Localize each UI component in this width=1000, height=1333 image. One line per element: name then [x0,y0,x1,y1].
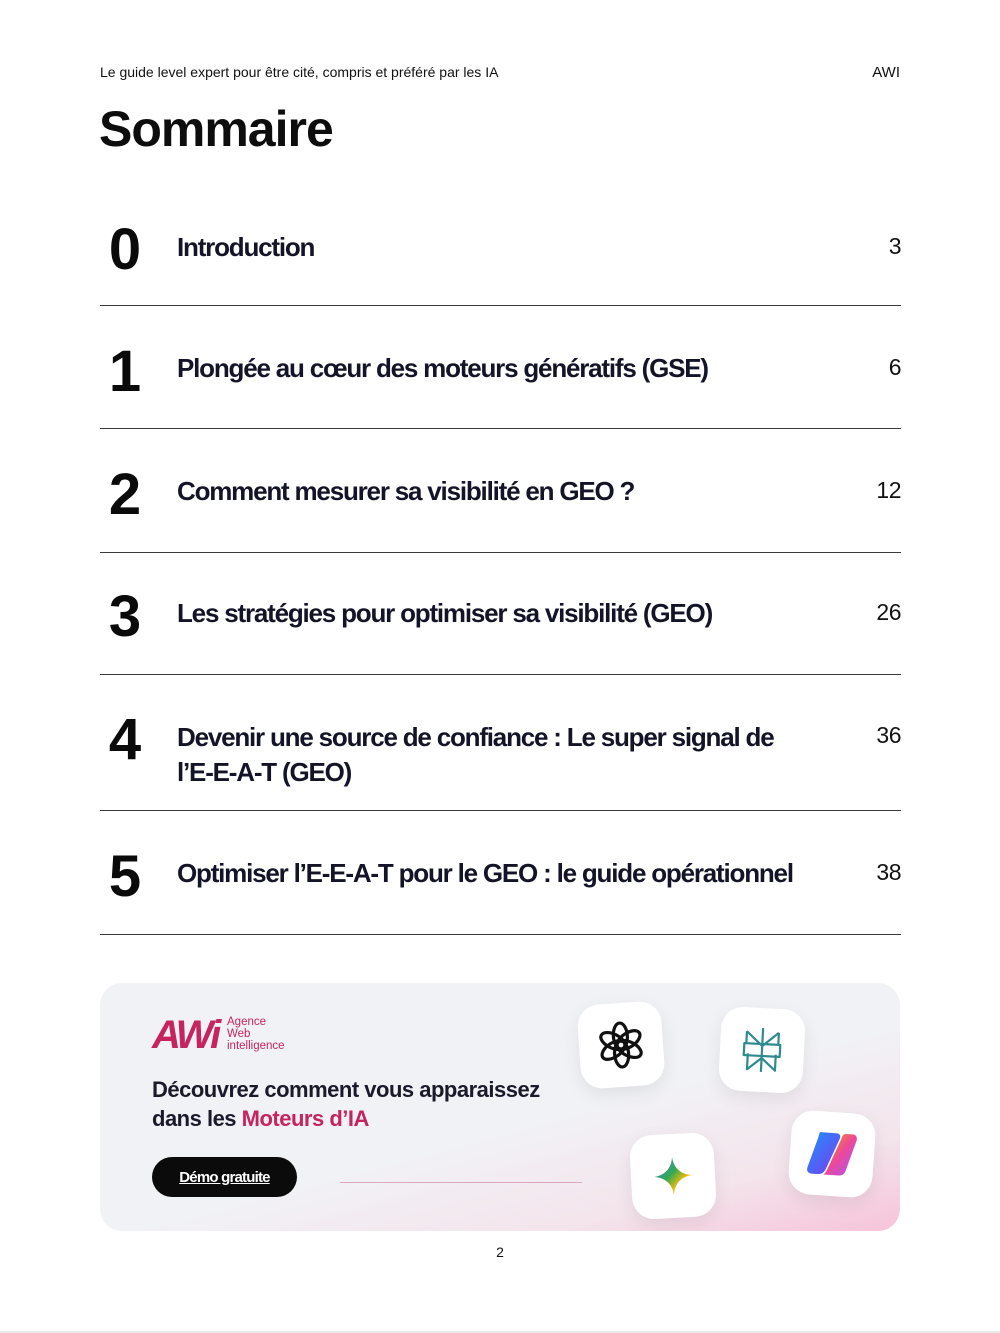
toc-entry-chapter-2[interactable] [100,429,901,553]
promo-headline [152,1075,592,1133]
copilot-icon [803,1127,860,1181]
awi-logo [152,1015,312,1055]
logo-line: Web [227,1028,251,1040]
chapter-page: 38 [876,859,901,885]
logo-wordmark [227,1016,285,1052]
promo-headline-main: Découvrez comment vous apparaissez dans les [152,1077,540,1131]
chapter-number: 2 [108,462,142,527]
toc-entry-chapter-5[interactable] [100,811,901,935]
logo-line: intelligence [227,1040,285,1052]
promo-banner [100,983,900,1231]
promo-headline-accent: Moteurs d’IA [241,1106,369,1131]
document-subtitle: Le guide level expert pour être cité, compris et préféré par les IA [100,64,499,80]
toc-entry-introduction[interactable] [100,185,901,306]
chapter-page: 12 [876,477,901,503]
chapter-title: Devenir une source de confiance : Le super signal de l’E-E-A-T (GEO) [177,722,774,787]
chapter-page: 6 [888,354,901,380]
chatgpt-icon [593,1017,649,1073]
chapter-number: 1 [108,339,142,404]
chapter-title: Comment mesurer sa visibilité en GEO ? [177,476,635,506]
chapter-title: Introduction [177,232,315,262]
chapter-number: 0 [108,217,142,282]
logo-mark: AWi [152,1013,219,1057]
perplexity-tile [718,1006,806,1094]
perplexity-icon [737,1023,788,1077]
page-title: Sommaire [99,101,333,157]
chapter-title: Optimiser l’E-E-A-T pour le GEO : le guide opérationnel [177,858,793,888]
toc-entry-chapter-4[interactable] [100,675,901,811]
chapter-page: 3 [888,233,901,259]
chapter-number: 4 [108,707,142,772]
chapter-title: Plongée au cœur des moteurs génératifs (GSE) [177,353,708,383]
gemini-icon [650,1153,696,1199]
chapter-number: 5 [108,844,142,909]
copilot-tile [787,1109,877,1199]
table-of-contents [100,185,901,935]
gemini-tile [629,1132,717,1220]
logo-line: Agence [227,1016,267,1028]
chapter-page: 36 [876,722,901,748]
toc-entry-chapter-3[interactable] [100,553,901,675]
chapter-title: Les stratégies pour optimiser sa visibilité (GEO) [177,598,713,628]
brand-name: AWI [872,64,900,81]
page-number: 2 [496,1244,504,1260]
demo-button[interactable]: Démo gratuite [152,1157,297,1197]
toc-entry-chapter-1[interactable] [100,306,901,429]
chapter-page: 26 [876,599,901,625]
divider [340,1182,582,1183]
chapter-number: 3 [108,584,142,649]
chatgpt-tile [576,1000,666,1090]
